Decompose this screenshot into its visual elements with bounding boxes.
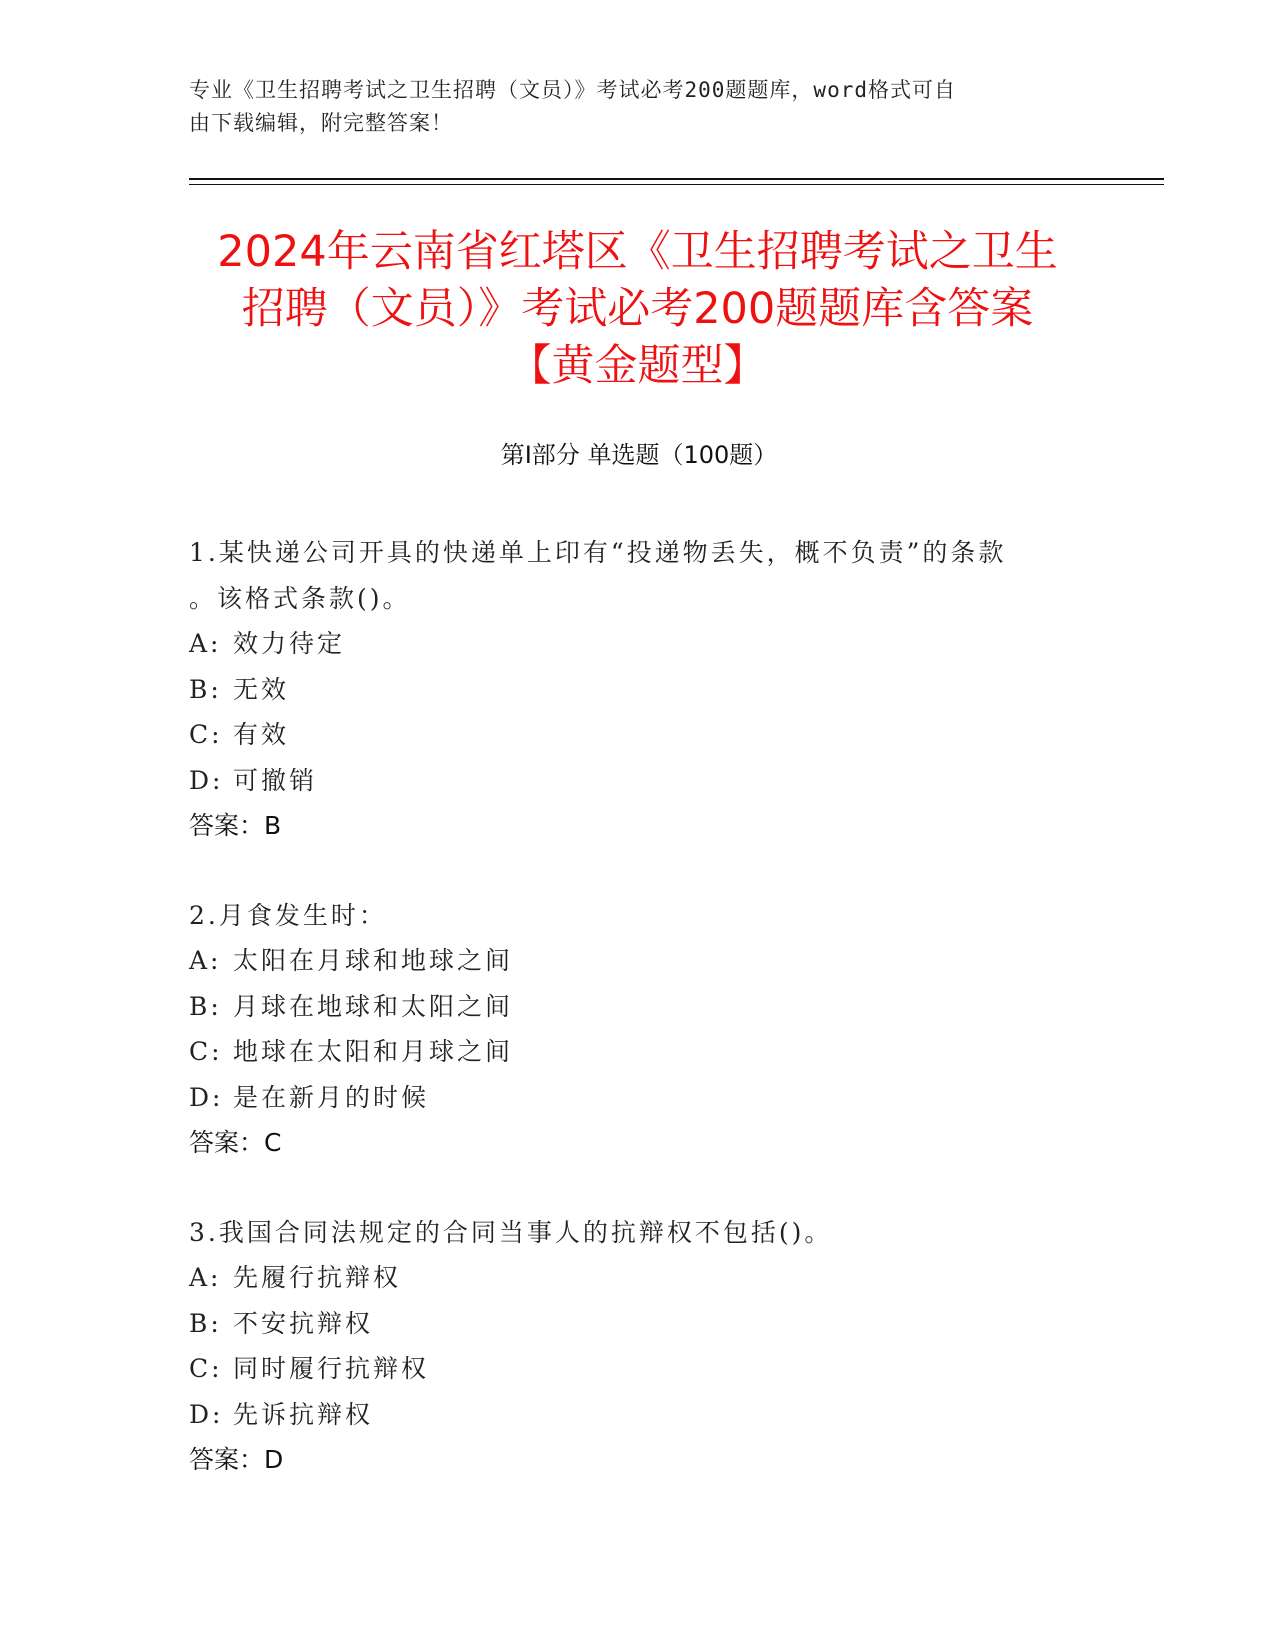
option-letter: B: [189,674,222,704]
option-letter: D: [189,1399,224,1429]
header-note-line: 专业《卫生招聘考试之卫生招聘（文员）》考试必考200题题库，word格式可自 [189,78,956,102]
question-text: 。该格式条款()。 [189,583,411,613]
document-title [175,224,1100,395]
option-d [189,1075,1089,1121]
option-text: 先诉抗辩权 [233,1399,374,1429]
header-divider-thin [189,184,1164,185]
option-c [189,1346,1089,1392]
option-b [189,667,1089,713]
option-letter: D: [189,1082,224,1112]
option-letter: A: [189,1263,222,1292]
question-list [189,530,1089,1527]
option-text: 同时履行抗辩权 [233,1354,430,1383]
option-text: 太阳在月球和地球之间 [233,946,514,975]
option-text: 效力待定 [233,629,346,658]
option-a [189,938,1089,984]
option-text: 地球在太阳和月球之间 [233,1037,514,1066]
question-text: 1.某快递公司开具的快递单上印有“投递物丢失，概不负责”的条款 [189,538,1007,567]
question-text: 3.我国合同法规定的合同当事人的抗辩权不包括()。 [189,1217,833,1247]
section-heading: 第Ⅰ部分 单选题（100题） [500,441,778,469]
question-text: 2.月食发生时： [189,900,387,930]
answer-label: 答案：B [189,811,282,840]
option-d [189,758,1089,804]
title-line: 招聘（文员）》考试必考200题题库含答案 [241,284,1034,334]
option-letter: B: [189,1308,222,1338]
option-text: 无效 [233,674,290,704]
header-divider-thick [189,178,1164,180]
title-line: 【黄金题型】 [508,341,767,391]
option-b [189,984,1089,1030]
option-text: 是在新月的时候 [233,1082,430,1112]
option-b [189,1301,1089,1347]
question-item [189,1210,1089,1483]
question-item [189,893,1089,1166]
answer-label: 答案：C [189,1128,282,1157]
header-note-line: 由下载编辑，附完整答案！ [189,111,453,135]
option-letter: A: [189,946,222,975]
option-c [189,712,1089,758]
option-text: 不安抗辩权 [233,1308,374,1338]
option-letter: D: [189,765,224,795]
option-letter: B: [189,991,222,1021]
option-letter: C: [189,720,223,749]
answer-label: 答案：D [189,1445,284,1474]
option-letter: C: [189,1354,223,1383]
option-a [189,621,1089,667]
option-text: 可撤销 [233,765,318,795]
question-item [189,530,1089,849]
title-line: 2024年云南省红塔区《卫生招聘考试之卫生 [217,227,1058,277]
option-d [189,1392,1089,1438]
option-letter: C: [189,1037,223,1066]
option-letter: A: [189,629,222,658]
option-text: 先履行抗辩权 [233,1263,402,1292]
option-text: 有效 [233,720,290,749]
header-note [189,74,1069,140]
option-text: 月球在地球和太阳之间 [233,991,514,1021]
option-a [189,1255,1089,1301]
option-c [189,1029,1089,1075]
